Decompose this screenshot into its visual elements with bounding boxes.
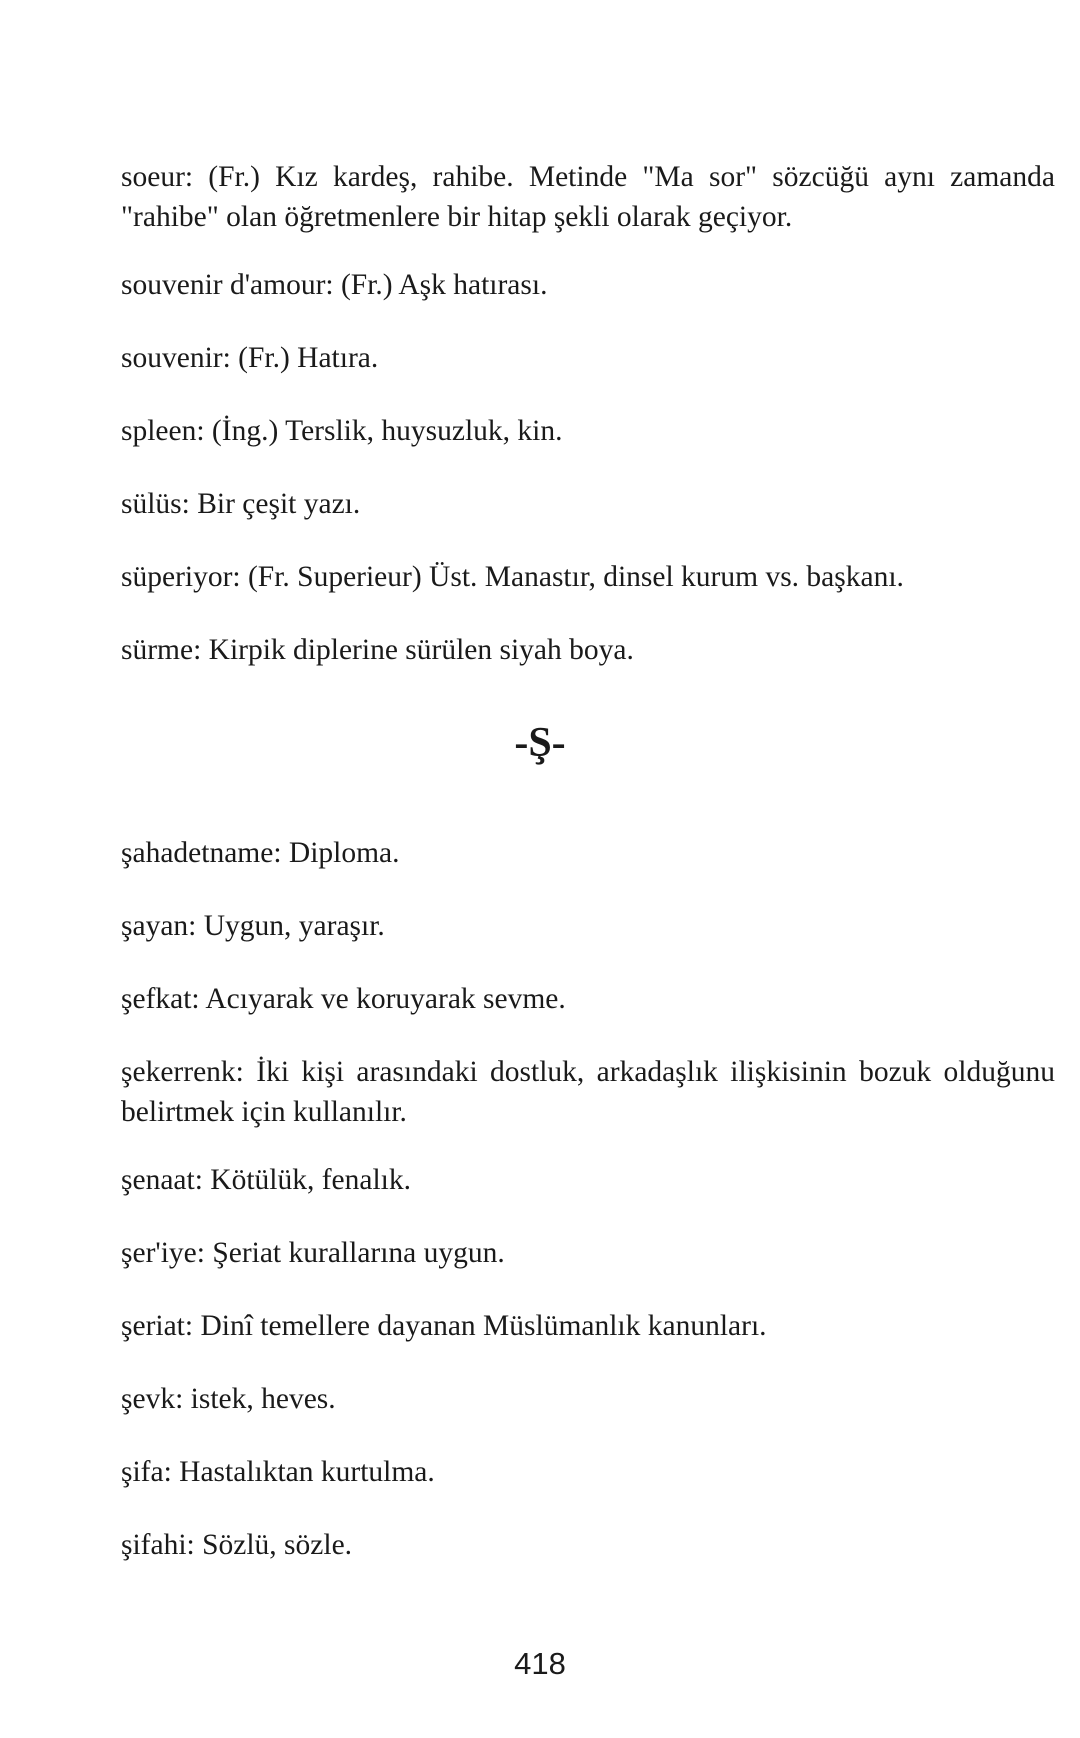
glossary-entry-sahadetname: şahadetname: Diploma. xyxy=(121,837,400,869)
glossary-entry-soeur: soeur: (Fr.) Kız kardeş, rahibe. Metinde "Ma sor" sözcüğü aynı zamanda "rahibe" olan öğretmenlere bir hitap şekli olarak geçiyor. xyxy=(121,161,1055,233)
glossary-entry-seriye: şer'iye: Şeriat kurallarına uygun. xyxy=(121,1237,505,1269)
glossary-entry-sayan: şayan: Uygun, yaraşır. xyxy=(121,910,385,942)
glossary-entry-superiyor: süperiyor: (Fr. Superieur) Üst. Manastır, dinsel kurum vs. başkanı. xyxy=(121,561,904,593)
glossary-entry-souvenir: souvenir: (Fr.) Hatıra. xyxy=(121,342,379,374)
glossary-entry-seriat: şeriat: Dinî temellere dayanan Müslümanlık kanunları. xyxy=(121,1310,767,1342)
glossary-entry-senaat: şenaat: Kötülük, fenalık. xyxy=(121,1164,412,1196)
glossary-entry-sefkat: şefkat: Acıyarak ve koruyarak sevme. xyxy=(121,983,566,1015)
glossary-entry-sevk: şevk: istek, heves. xyxy=(121,1383,336,1415)
glossary-entry-sulus: sülüs: Bir çeşit yazı. xyxy=(121,488,361,520)
glossary-entry-sifahi: şifahi: Sözlü, sözle. xyxy=(121,1529,353,1561)
glossary-entry-sifa: şifa: Hastalıktan kurtulma. xyxy=(121,1456,435,1488)
glossary-entry-spleen: spleen: (İng.) Terslik, huysuzluk, kin. xyxy=(121,415,563,447)
glossary-entry-sekerrenk: şekerrenk: İki kişi arasındaki dostluk, arkadaşlık ilişkisinin bozuk olduğunu belirtmek için kullanılır. xyxy=(121,1056,1055,1128)
glossary-entry-souvenir-damour: souvenir d'amour: (Fr.) Aşk hatırası. xyxy=(121,269,548,301)
section-heading: -Ş- xyxy=(514,720,566,766)
glossary-entry-surme: sürme: Kirpik diplerine sürülen siyah boya. xyxy=(121,634,634,666)
page-number: 418 xyxy=(514,1646,566,1681)
